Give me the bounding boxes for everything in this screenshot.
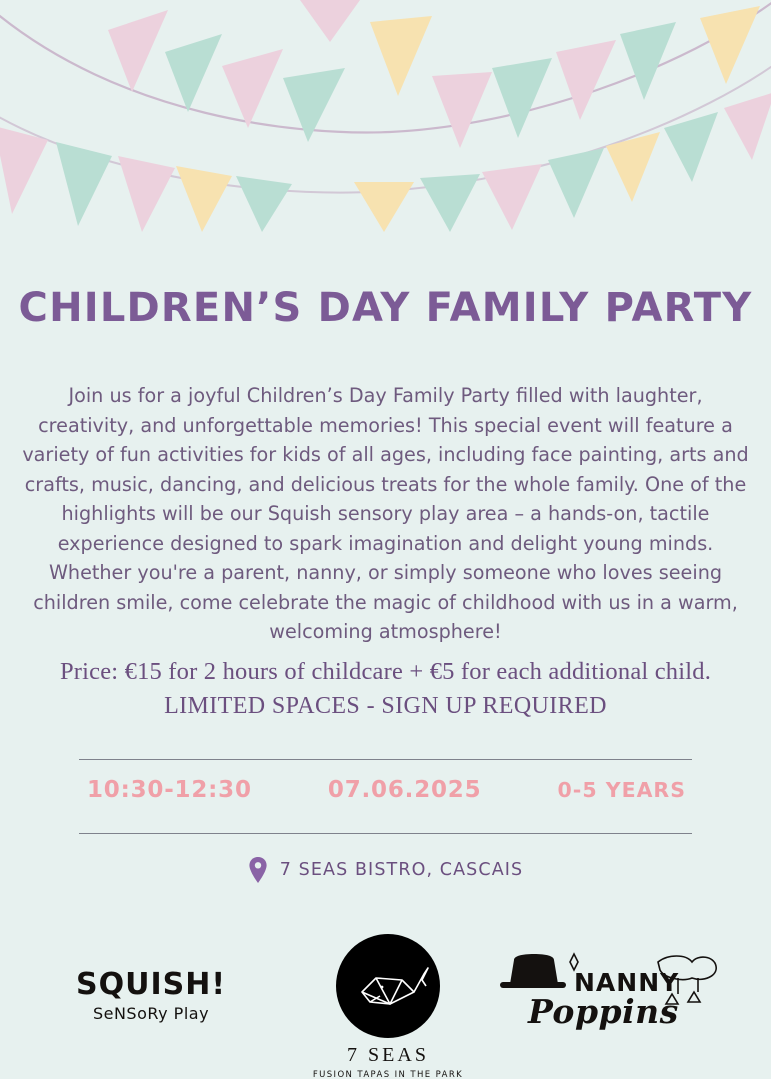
nanny-logo-sub: Poppins xyxy=(528,992,679,1031)
limited-spaces-line: LIMITED SPACES - SIGN UP REQUIRED xyxy=(164,693,607,719)
event-time: 10:30-12:30 xyxy=(87,777,252,803)
event-date: 07.06.2025 xyxy=(327,777,482,803)
origami-whale-icon xyxy=(336,934,440,1038)
poster-body-text: Join us for a joyful Children’s Day Family Party filled with laughter, creativity, and unforgettable memories! This special event will feature a variety of fun activities for kids of all ages, including face painting, arts and crafts, music, dancing, and delicious treats for the whole family. One of the highlights will be our Squish sensory play area – a hands-on, tactile experience designed to spark imagination and delight young minds. Whether you're a parent, nanny, or simply someone who loves seeing children smile, come celebrate the magic of childhood with us in a warm, welcoming atmosphere! xyxy=(22,384,749,644)
nanny-poppins-logo xyxy=(492,948,722,1058)
poster-title: CHILDREN’S DAY FAMILY PARTY xyxy=(18,284,753,331)
event-age-range: 0-5 YEARS xyxy=(557,778,686,802)
nanny-logo-main: NANNY xyxy=(574,968,680,997)
seven-seas-name: 7 SEAS xyxy=(347,1044,429,1066)
squish-logo xyxy=(56,968,246,1023)
seven-seas-logo xyxy=(288,926,488,1079)
venue-row xyxy=(0,856,771,884)
squish-logo-main: SQUISH! xyxy=(75,967,227,1002)
seven-seas-badge xyxy=(336,934,440,1038)
venue-name: 7 SEAS BISTRO, CASCAIS xyxy=(279,860,524,880)
seven-seas-tagline: FUSION TAPAS IN THE PARK xyxy=(312,1070,464,1079)
location-pin-icon xyxy=(248,856,268,884)
bunting-decoration xyxy=(0,0,771,232)
squish-logo-sub: SeNSoRy Play xyxy=(92,1004,210,1023)
price-block xyxy=(0,655,771,723)
logo-row xyxy=(0,926,771,1079)
price-line: Price: €15 for 2 hours of childcare + €5 for each additional child. xyxy=(59,658,712,685)
event-details xyxy=(79,777,692,803)
details-divider-bottom xyxy=(79,833,692,834)
details-divider-top xyxy=(79,759,692,760)
